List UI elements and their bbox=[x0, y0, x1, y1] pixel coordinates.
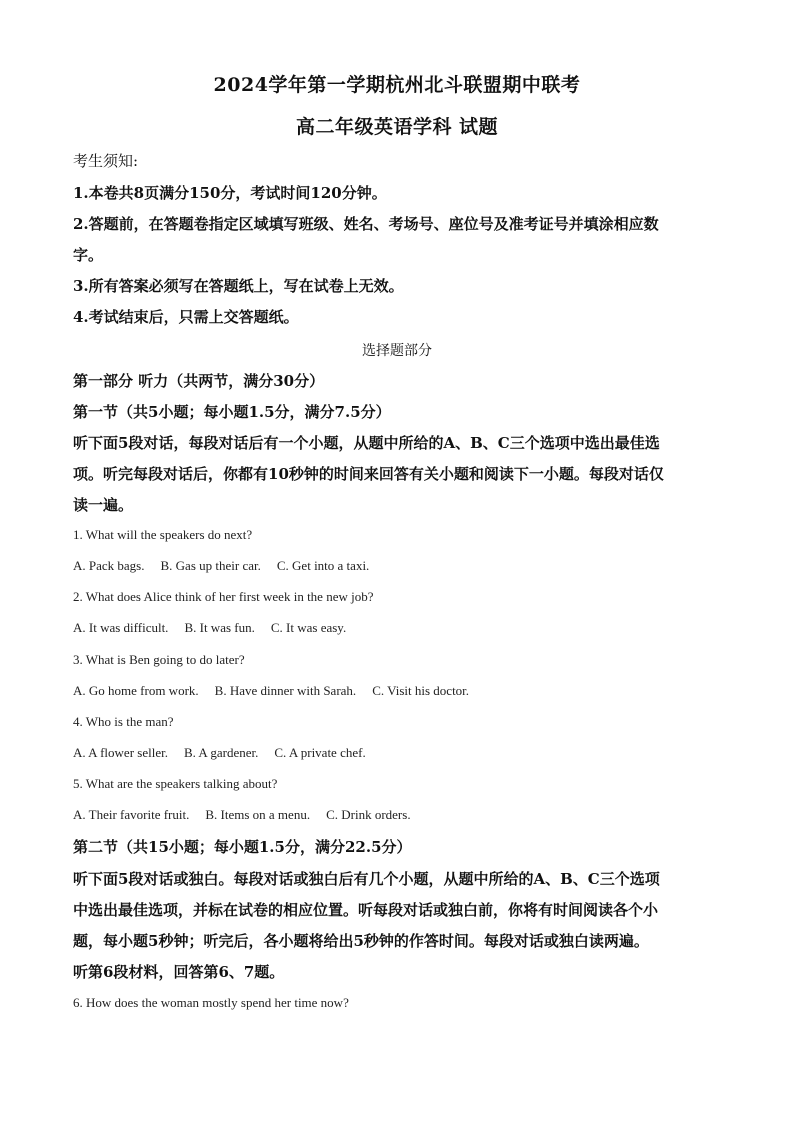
sec1-instructions: 读一遍。 bbox=[73, 496, 134, 514]
sec1-heading: 第一节（共5小题；每小题1.5分，满分7.5分） bbox=[73, 403, 391, 421]
question-2-options bbox=[73, 620, 723, 636]
option-c: C. Drink orders. bbox=[326, 807, 411, 822]
option-a: A. It was difficult. bbox=[73, 620, 169, 635]
question-1-options bbox=[73, 558, 723, 574]
option-b: B. It was fun. bbox=[184, 620, 255, 635]
option-a: A. Pack bags. bbox=[73, 558, 145, 573]
sec2-instructions: 听下面5段对话或独白。每段对话或独白后有几个小题，从题中所给的A、B、C三个选项 bbox=[73, 870, 660, 888]
question-5: 5. What are the speakers talking about? bbox=[73, 776, 278, 791]
option-c: C. Visit his doctor. bbox=[372, 683, 470, 698]
material-note: 听第6段材料，回答第6、7题。 bbox=[73, 963, 285, 981]
question-6: 6. How does the woman mostly spend her time now? bbox=[73, 995, 349, 1010]
question-4-options bbox=[73, 745, 723, 761]
exam-subtitle: 高二年级英语学科 试题 bbox=[295, 116, 499, 138]
option-b: B. Items on a menu. bbox=[205, 807, 311, 822]
question-1: 1. What will the speakers do next? bbox=[73, 527, 253, 542]
option-c: C. Get into a taxi. bbox=[276, 558, 370, 573]
option-a: A. A flower seller. bbox=[73, 745, 168, 760]
question-3: 3. What is Ben going to do later? bbox=[73, 652, 245, 667]
notice-item: 2.答题前，在答题卷指定区域填写班级、姓名、考场号、座位号及准考证号并填涂相应数 bbox=[73, 215, 659, 233]
notice-heading: 考生须知: bbox=[73, 152, 139, 170]
notice-item: 4.考试结束后，只需上交答题纸。 bbox=[73, 308, 299, 326]
option-a: A. Their favorite fruit. bbox=[73, 807, 190, 822]
option-a: A. Go home from work. bbox=[73, 683, 199, 698]
question-2: 2. What does Alice think of her first week in the new job? bbox=[73, 589, 374, 604]
sec1-instructions: 项。听完每段对话后，你都有10秒钟的时间来回答有关小题和阅读下一小题。每段对话仅 bbox=[73, 465, 664, 483]
part1-heading: 第一部分 听力（共两节，满分30分） bbox=[73, 372, 325, 390]
question-4: 4. Who is the man? bbox=[73, 714, 174, 729]
notice-item: 字。 bbox=[73, 246, 104, 264]
question-3-options bbox=[73, 683, 723, 699]
notice-item: 3.所有答案必须写在答题纸上，写在试卷上无效。 bbox=[73, 277, 404, 295]
option-c: C. A private chef. bbox=[274, 745, 366, 760]
option-b: B. Have dinner with Sarah. bbox=[214, 683, 357, 698]
question-5-options bbox=[73, 807, 723, 823]
exam-title: 2024学年第一学期杭州北斗联盟期中联考 bbox=[213, 74, 581, 96]
option-b: B. Gas up their car. bbox=[160, 558, 261, 573]
section-title: 选择题部分 bbox=[362, 343, 432, 359]
sec2-instructions: 题，每小题5秒钟；听完后，各小题将给出5秒钟的作答时间。每段对话或独白读两遍。 bbox=[73, 932, 649, 950]
option-c: C. It was easy. bbox=[270, 620, 347, 635]
option-b: B. A gardener. bbox=[183, 745, 259, 760]
sec2-instructions: 中选出最佳选项，并标在试卷的相应位置。听每段对话或独白前，你将有时间阅读各个小 bbox=[73, 901, 659, 919]
notice-item: 1.本卷共8页满分150分，考试时间120分钟。 bbox=[73, 184, 387, 202]
sec1-instructions: 听下面5段对话，每段对话后有一个小题，从题中所给的A、B、C三个选项中选出最佳选 bbox=[73, 434, 660, 452]
sec2-heading: 第二节（共15小题；每小题1.5分，满分22.5分） bbox=[73, 838, 412, 856]
